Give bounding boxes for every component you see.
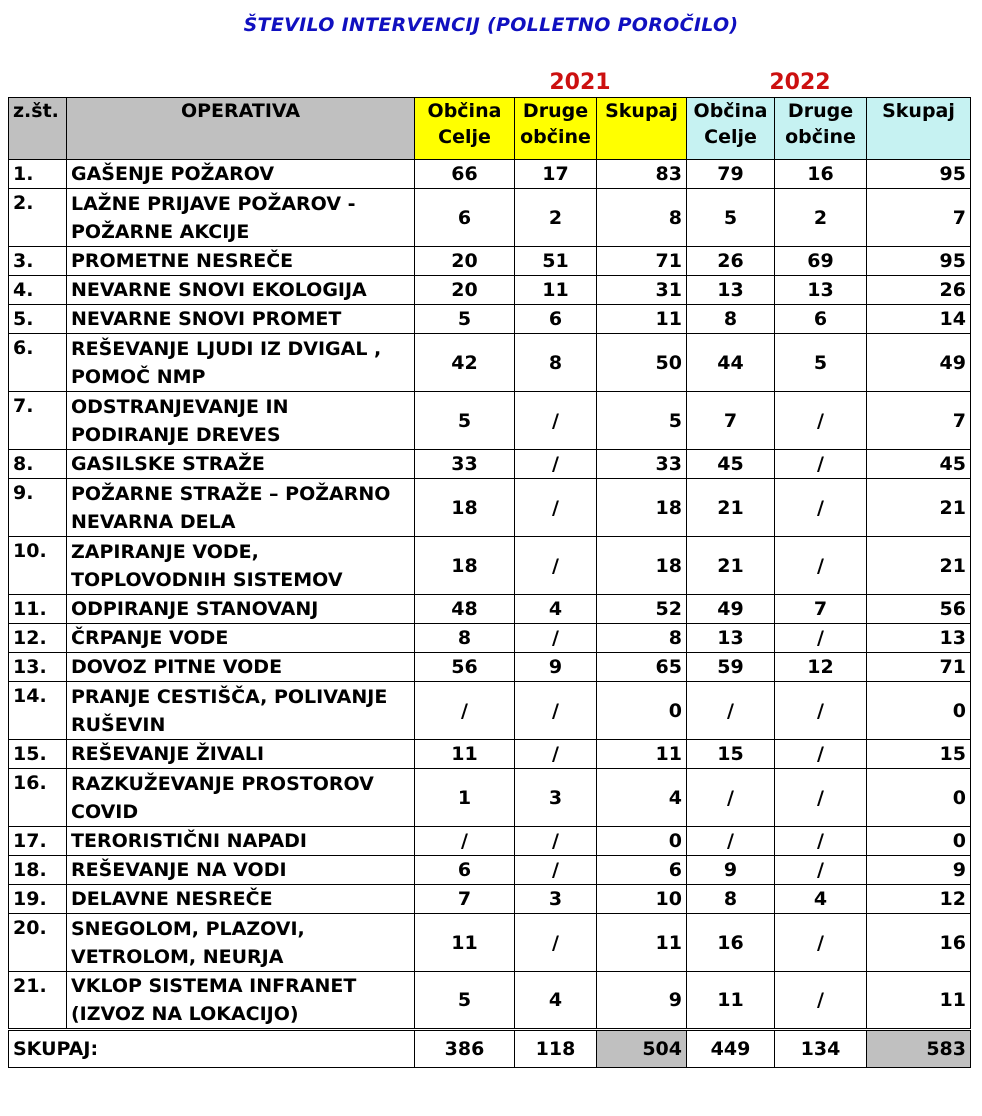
row-number: 21.	[9, 972, 67, 1030]
cell-skupaj-2021: 65	[597, 653, 687, 682]
cell-skupaj-2021: 0	[597, 682, 687, 740]
cell-obcina-celje-2021: 18	[415, 537, 515, 595]
cell-druge-obcine-2021: 3	[515, 769, 597, 827]
cell-skupaj-2021: 4	[597, 769, 687, 827]
year-2022-label: 2022	[769, 70, 831, 95]
cell-druge-obcine-2022: 2	[775, 189, 867, 247]
cell-obcina-celje-2022: 11	[687, 972, 775, 1030]
header-line: Občina	[693, 100, 768, 122]
cell-obcina-celje-2021: 20	[415, 276, 515, 305]
cell-skupaj-2022: 21	[867, 537, 971, 595]
operativa-line: PROMETNE NESREČE	[71, 250, 294, 272]
cell-druge-obcine-2022: 16	[775, 160, 867, 189]
row-operativa	[67, 769, 415, 827]
row-number: 11.	[9, 595, 67, 624]
cell-druge-obcine-2021: 11	[515, 276, 597, 305]
header-line: Celje	[704, 126, 757, 148]
row-number: 15.	[9, 740, 67, 769]
table-row	[9, 276, 971, 305]
header-druge-obcine-2021	[515, 98, 597, 160]
table-row	[9, 160, 971, 189]
row-number: 3.	[9, 247, 67, 276]
cell-obcina-celje-2022: 9	[687, 856, 775, 885]
operativa-line: VETROLOM, NEURJA	[71, 945, 284, 968]
cell-druge-obcine-2021: 4	[515, 595, 597, 624]
cell-druge-obcine-2022: /	[775, 450, 867, 479]
table-row	[9, 305, 971, 334]
header-line: Občina	[427, 100, 502, 122]
cell-druge-obcine-2021: 4	[515, 972, 597, 1030]
cell-obcina-celje-2021: 5	[415, 972, 515, 1030]
cell-obcina-celje-2021: /	[415, 827, 515, 856]
cell-obcina-celje-2022: /	[687, 682, 775, 740]
operativa-line: POMOČ NMP	[71, 365, 206, 388]
row-number: 2.	[9, 189, 67, 247]
table-row	[9, 653, 971, 682]
cell-skupaj-2022: 49	[867, 334, 971, 392]
cell-skupaj-2021: 31	[597, 276, 687, 305]
cell-skupaj-2022: 71	[867, 653, 971, 682]
operativa-line: COVID	[71, 800, 139, 823]
cell-skupaj-2021: 11	[597, 914, 687, 972]
row-operativa	[67, 856, 415, 885]
row-number: 14.	[9, 682, 67, 740]
cell-obcina-celje-2022: 16	[687, 914, 775, 972]
cell-druge-obcine-2022: /	[775, 740, 867, 769]
row-number: 16.	[9, 769, 67, 827]
cell-obcina-celje-2022: 5	[687, 189, 775, 247]
row-operativa	[67, 595, 415, 624]
cell-druge-obcine-2021: /	[515, 740, 597, 769]
cell-skupaj-2022: 9	[867, 856, 971, 885]
cell-skupaj-2021: 5	[597, 392, 687, 450]
cell-obcina-celje-2022: 49	[687, 595, 775, 624]
cell-skupaj-2021: 11	[597, 740, 687, 769]
cell-skupaj-2022: 11	[867, 972, 971, 1030]
operativa-line: ZAPIRANJE VODE,	[71, 540, 259, 563]
cell-obcina-celje-2021: 56	[415, 653, 515, 682]
cell-skupaj-2022: 16	[867, 914, 971, 972]
row-number: 17.	[9, 827, 67, 856]
header-line: Druge	[522, 100, 589, 122]
cell-obcina-celje-2022: 13	[687, 624, 775, 653]
cell-obcina-celje-2022: 59	[687, 653, 775, 682]
cell-druge-obcine-2022: 13	[775, 276, 867, 305]
interventions-table	[8, 97, 971, 1068]
total-druge-obcine-2021: 118	[515, 1030, 597, 1068]
cell-skupaj-2021: 0	[597, 827, 687, 856]
cell-druge-obcine-2022: /	[775, 769, 867, 827]
table-row	[9, 624, 971, 653]
cell-druge-obcine-2022: /	[775, 827, 867, 856]
cell-obcina-celje-2022: /	[687, 827, 775, 856]
total-obcina-celje-2021: 386	[415, 1030, 515, 1068]
operativa-line: ODSTRANJEVANJE IN	[71, 395, 289, 418]
table-row	[9, 914, 971, 972]
cell-druge-obcine-2021: 51	[515, 247, 597, 276]
operativa-line: RUŠEVIN	[71, 713, 166, 736]
header-row	[9, 98, 971, 160]
cell-obcina-celje-2022: 79	[687, 160, 775, 189]
table-row	[9, 450, 971, 479]
cell-druge-obcine-2022: 5	[775, 334, 867, 392]
operativa-line: RAZKUŽEVANJE PROSTOROV	[71, 772, 374, 795]
operativa-line: LAŽNE PRIJAVE POŽAROV -	[71, 192, 356, 215]
row-operativa	[67, 247, 415, 276]
row-operativa	[67, 827, 415, 856]
table-body	[9, 160, 971, 1030]
operativa-line: DELAVNE NESREČE	[71, 888, 273, 910]
cell-druge-obcine-2021: 9	[515, 653, 597, 682]
cell-druge-obcine-2022: 4	[775, 885, 867, 914]
cell-obcina-celje-2021: 5	[415, 305, 515, 334]
table-row	[9, 334, 971, 392]
report-title: ŠTEVILO INTERVENCIJ (POLLETNO POROČILO)	[243, 14, 739, 36]
cell-skupaj-2022: 26	[867, 276, 971, 305]
cell-skupaj-2021: 52	[597, 595, 687, 624]
cell-obcina-celje-2022: 15	[687, 740, 775, 769]
cell-obcina-celje-2021: 8	[415, 624, 515, 653]
header-druge-obcine-2022	[775, 98, 867, 160]
cell-druge-obcine-2021: 2	[515, 189, 597, 247]
cell-druge-obcine-2021: 17	[515, 160, 597, 189]
operativa-line: PRANJE CESTIŠČA, POLIVANJE	[71, 685, 388, 708]
table-row	[9, 479, 971, 537]
operativa-line: NEVARNE SNOVI PROMET	[71, 308, 342, 330]
row-operativa	[67, 682, 415, 740]
table-row	[9, 247, 971, 276]
total-obcina-celje-2022: 449	[687, 1030, 775, 1068]
cell-skupaj-2022: 13	[867, 624, 971, 653]
row-operativa	[67, 450, 415, 479]
cell-obcina-celje-2022: 8	[687, 305, 775, 334]
cell-skupaj-2021: 9	[597, 972, 687, 1030]
table-row	[9, 885, 971, 914]
operativa-line: VKLOP SISTEMA INFRANET	[71, 975, 357, 997]
total-skupaj-2021: 504	[597, 1030, 687, 1068]
row-operativa	[67, 305, 415, 334]
cell-obcina-celje-2021: 6	[415, 856, 515, 885]
cell-skupaj-2022: 0	[867, 682, 971, 740]
header-number: z.št.	[9, 98, 67, 160]
cell-druge-obcine-2022: /	[775, 537, 867, 595]
header-obcina-celje-2021	[415, 98, 515, 160]
cell-obcina-celje-2022: 26	[687, 247, 775, 276]
row-number: 10.	[9, 537, 67, 595]
row-number: 1.	[9, 160, 67, 189]
cell-skupaj-2022: 0	[867, 769, 971, 827]
table-row	[9, 595, 971, 624]
operativa-line: NEVARNE SNOVI EKOLOGIJA	[71, 279, 367, 301]
row-number: 5.	[9, 305, 67, 334]
cell-skupaj-2021: 10	[597, 885, 687, 914]
header-skupaj-2022: Skupaj	[867, 98, 971, 160]
cell-druge-obcine-2022: /	[775, 624, 867, 653]
cell-skupaj-2021: 8	[597, 189, 687, 247]
row-operativa	[67, 740, 415, 769]
operativa-line: GAŠENJE POŽAROV	[71, 163, 275, 185]
cell-obcina-celje-2022: /	[687, 769, 775, 827]
cell-druge-obcine-2022: /	[775, 856, 867, 885]
cell-druge-obcine-2021: /	[515, 537, 597, 595]
table-row	[9, 972, 971, 1030]
cell-druge-obcine-2021: /	[515, 827, 597, 856]
cell-obcina-celje-2021: 6	[415, 189, 515, 247]
cell-skupaj-2022: 0	[867, 827, 971, 856]
cell-obcina-celje-2022: 13	[687, 276, 775, 305]
operativa-line: POŽARNE STRAŽE – POŽARNO	[71, 482, 391, 505]
cell-druge-obcine-2021: /	[515, 450, 597, 479]
cell-skupaj-2021: 83	[597, 160, 687, 189]
cell-druge-obcine-2022: /	[775, 914, 867, 972]
operativa-line: TOPLOVODNIH SISTEMOV	[71, 568, 343, 591]
table-row	[9, 827, 971, 856]
operativa-line: DOVOZ PITNE VODE	[71, 656, 283, 678]
header-operativa: OPERATIVA	[67, 98, 415, 160]
cell-skupaj-2022: 95	[867, 247, 971, 276]
row-number: 20.	[9, 914, 67, 972]
cell-druge-obcine-2022: /	[775, 972, 867, 1030]
row-number: 13.	[9, 653, 67, 682]
cell-druge-obcine-2021: 3	[515, 885, 597, 914]
cell-skupaj-2022: 21	[867, 479, 971, 537]
cell-druge-obcine-2022: 12	[775, 653, 867, 682]
cell-obcina-celje-2022: 7	[687, 392, 775, 450]
row-number: 12.	[9, 624, 67, 653]
cell-druge-obcine-2022: 7	[775, 595, 867, 624]
row-operativa	[67, 276, 415, 305]
row-operativa	[67, 392, 415, 450]
total-row	[9, 1030, 971, 1068]
cell-druge-obcine-2022: /	[775, 392, 867, 450]
table-row	[9, 189, 971, 247]
cell-obcina-celje-2021: 5	[415, 392, 515, 450]
operativa-line: REŠEVANJE LJUDI IZ DVIGAL ,	[71, 337, 382, 360]
cell-obcina-celje-2021: 7	[415, 885, 515, 914]
operativa-line: ODPIRANJE STANOVANJ	[71, 598, 319, 620]
cell-skupaj-2022: 56	[867, 595, 971, 624]
operativa-line: POŽARNE AKCIJE	[71, 220, 250, 243]
row-number: 4.	[9, 276, 67, 305]
cell-druge-obcine-2021: /	[515, 856, 597, 885]
row-operativa	[67, 189, 415, 247]
row-operativa	[67, 914, 415, 972]
year-2021-label: 2021	[549, 70, 611, 95]
cell-obcina-celje-2022: 44	[687, 334, 775, 392]
cell-obcina-celje-2021: 33	[415, 450, 515, 479]
cell-skupaj-2022: 7	[867, 392, 971, 450]
row-operativa	[67, 334, 415, 392]
operativa-line: NEVARNA DELA	[71, 510, 236, 533]
operativa-line: REŠEVANJE ŽIVALI	[71, 743, 265, 765]
header-obcina-celje-2022	[687, 98, 775, 160]
cell-skupaj-2021: 50	[597, 334, 687, 392]
cell-skupaj-2022: 15	[867, 740, 971, 769]
row-operativa	[67, 479, 415, 537]
cell-skupaj-2022: 45	[867, 450, 971, 479]
row-number: 18.	[9, 856, 67, 885]
cell-obcina-celje-2021: /	[415, 682, 515, 740]
cell-skupaj-2022: 14	[867, 305, 971, 334]
table-row	[9, 769, 971, 827]
row-number: 7.	[9, 392, 67, 450]
header-line: občine	[520, 126, 591, 148]
cell-skupaj-2021: 11	[597, 305, 687, 334]
operativa-line: ČRPANJE VODE	[71, 627, 229, 649]
table-row	[9, 740, 971, 769]
cell-druge-obcine-2021: 8	[515, 334, 597, 392]
row-operativa	[67, 972, 415, 1030]
cell-skupaj-2022: 95	[867, 160, 971, 189]
row-number: 19.	[9, 885, 67, 914]
total-druge-obcine-2022: 134	[775, 1030, 867, 1068]
operativa-line: TERORISTIČNI NAPADI	[71, 830, 307, 852]
cell-obcina-celje-2022: 8	[687, 885, 775, 914]
cell-druge-obcine-2022: 69	[775, 247, 867, 276]
cell-obcina-celje-2021: 11	[415, 740, 515, 769]
row-operativa	[67, 537, 415, 595]
cell-obcina-celje-2021: 20	[415, 247, 515, 276]
operativa-line: (IZVOZ NA LOKACIJO)	[71, 1003, 299, 1025]
header-line: občine	[785, 126, 856, 148]
row-operativa	[67, 653, 415, 682]
cell-obcina-celje-2022: 21	[687, 537, 775, 595]
row-number: 9.	[9, 479, 67, 537]
cell-druge-obcine-2022: /	[775, 682, 867, 740]
cell-druge-obcine-2021: /	[515, 479, 597, 537]
operativa-line: REŠEVANJE NA VODI	[71, 859, 287, 881]
table-row	[9, 682, 971, 740]
cell-skupaj-2022: 12	[867, 885, 971, 914]
cell-obcina-celje-2021: 18	[415, 479, 515, 537]
row-operativa	[67, 624, 415, 653]
header-skupaj-2021: Skupaj	[597, 98, 687, 160]
cell-skupaj-2021: 18	[597, 479, 687, 537]
table-row	[9, 856, 971, 885]
row-number: 6.	[9, 334, 67, 392]
table-row	[9, 537, 971, 595]
cell-skupaj-2021: 71	[597, 247, 687, 276]
cell-druge-obcine-2021: 6	[515, 305, 597, 334]
cell-obcina-celje-2021: 66	[415, 160, 515, 189]
operativa-line: GASILSKE STRAŽE	[71, 453, 265, 475]
header-line: Druge	[787, 100, 854, 122]
cell-obcina-celje-2021: 48	[415, 595, 515, 624]
cell-druge-obcine-2021: /	[515, 914, 597, 972]
cell-druge-obcine-2021: /	[515, 392, 597, 450]
cell-obcina-celje-2021: 1	[415, 769, 515, 827]
cell-skupaj-2021: 18	[597, 537, 687, 595]
cell-obcina-celje-2021: 11	[415, 914, 515, 972]
total-skupaj-2022: 583	[867, 1030, 971, 1068]
cell-skupaj-2021: 8	[597, 624, 687, 653]
header-line: Celje	[438, 126, 491, 148]
row-operativa	[67, 160, 415, 189]
row-number: 8.	[9, 450, 67, 479]
cell-druge-obcine-2022: /	[775, 479, 867, 537]
cell-skupaj-2021: 6	[597, 856, 687, 885]
cell-obcina-celje-2022: 21	[687, 479, 775, 537]
operativa-line: PODIRANJE DREVES	[71, 423, 281, 446]
cell-skupaj-2021: 33	[597, 450, 687, 479]
row-operativa	[67, 885, 415, 914]
table-row	[9, 392, 971, 450]
cell-skupaj-2022: 7	[867, 189, 971, 247]
cell-druge-obcine-2021: /	[515, 624, 597, 653]
cell-obcina-celje-2021: 42	[415, 334, 515, 392]
cell-druge-obcine-2021: /	[515, 682, 597, 740]
cell-obcina-celje-2022: 45	[687, 450, 775, 479]
cell-druge-obcine-2022: 6	[775, 305, 867, 334]
total-label: SKUPAJ:	[9, 1030, 415, 1068]
operativa-line: SNEGOLOM, PLAZOVI,	[71, 917, 305, 940]
